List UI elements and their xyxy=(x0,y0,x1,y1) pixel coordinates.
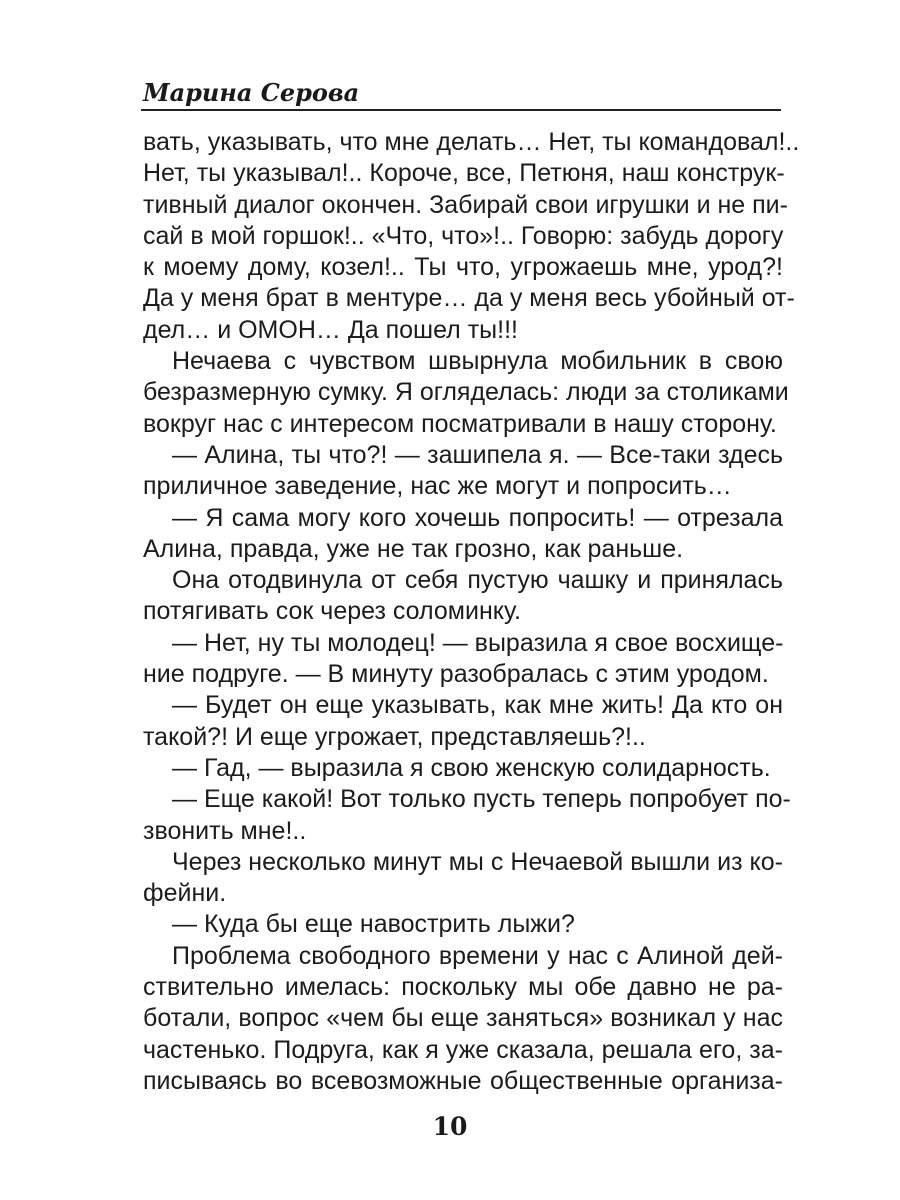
text-line: — Нет, ну ты молодец! — выразила я свое восхище- xyxy=(172,628,784,657)
text-line: Да у меня брат в ментуре… да у меня весь убойный от- xyxy=(143,284,795,313)
text-line: ствительно имелась: поскольку мы обе давно не ра- xyxy=(143,973,783,1002)
text-line: Проблема свободного времени у нас с Алиной дей- xyxy=(172,941,783,970)
text-line: — Я сама могу кого хочешь попросить! — отрезала xyxy=(172,503,783,532)
text-line: дел… и ОМОН… Да пошел ты!!! xyxy=(143,315,518,344)
text-line: сай в мой горшок!.. «Что, что»!.. Говорю: забудь дорогу xyxy=(143,221,784,250)
text-line: Она отодвинула от себя пустую чашку и принялась xyxy=(172,566,783,595)
text-line: Алина, правда, уже не так грозно, как раньше. xyxy=(143,534,684,563)
text-line: приличное заведение, нас же могут и попросить… xyxy=(143,472,732,501)
text-line: — Алина, ты что?! — зашипела я. — Все-таки здесь xyxy=(172,440,783,469)
text-line: вокруг нас с интересом посматривали в нашу сторону. xyxy=(143,409,777,438)
page-number: 10 xyxy=(432,1112,468,1141)
text-line: писываясь во всевозможные общественные организа- xyxy=(143,1066,783,1095)
body-text xyxy=(143,127,800,1097)
text-line: ние подруге. — В минуту разобралась с этим уродом. xyxy=(143,660,769,689)
text-line: — Будет он еще указывать, как мне жить! Да кто он xyxy=(172,691,783,720)
text-line: к моему дому, козел!.. Ты что, угрожаешь мне, урод?! xyxy=(143,253,783,282)
text-line: потягивать сок через соломинку. xyxy=(143,597,521,626)
text-line: Через несколько минут мы с Нечаевой вышли из ко- xyxy=(172,847,783,876)
text-line: вать, указывать, что мне делать… Нет, ты командовал!.. xyxy=(143,128,800,156)
text-line: тивный диалог окончен. Забирай свои игрушки и не пи- xyxy=(143,190,788,219)
text-line: такой?! И еще угрожает, представляешь?!.. xyxy=(143,722,646,751)
text-line: фейни. xyxy=(143,879,227,908)
header-rule xyxy=(141,109,781,111)
text-line: — Куда бы еще навострить лыжи? xyxy=(172,910,575,939)
text-line: Нечаева с чувством швырнула мобильник в свою xyxy=(172,347,783,376)
text-line: ботали, вопрос «чем бы еще заняться» возникал у нас xyxy=(143,1004,783,1033)
text-line: звонить мне!.. xyxy=(143,816,307,845)
running-head-author: Марина Серова xyxy=(143,78,360,107)
text-line: Нет, ты указывал!.. Короче, все, Петюня, наш конструк- xyxy=(143,159,785,188)
text-line: — Гад, — выразила я свою женскую солидарность. xyxy=(172,753,771,782)
text-line: частенько. Подруга, как я уже сказала, решала его, за- xyxy=(143,1035,783,1064)
text-line: безразмерную сумку. Я огляделась: люди за столиками xyxy=(143,378,789,407)
text-line: — Еще какой! Вот только пусть теперь попробует по- xyxy=(172,785,791,814)
